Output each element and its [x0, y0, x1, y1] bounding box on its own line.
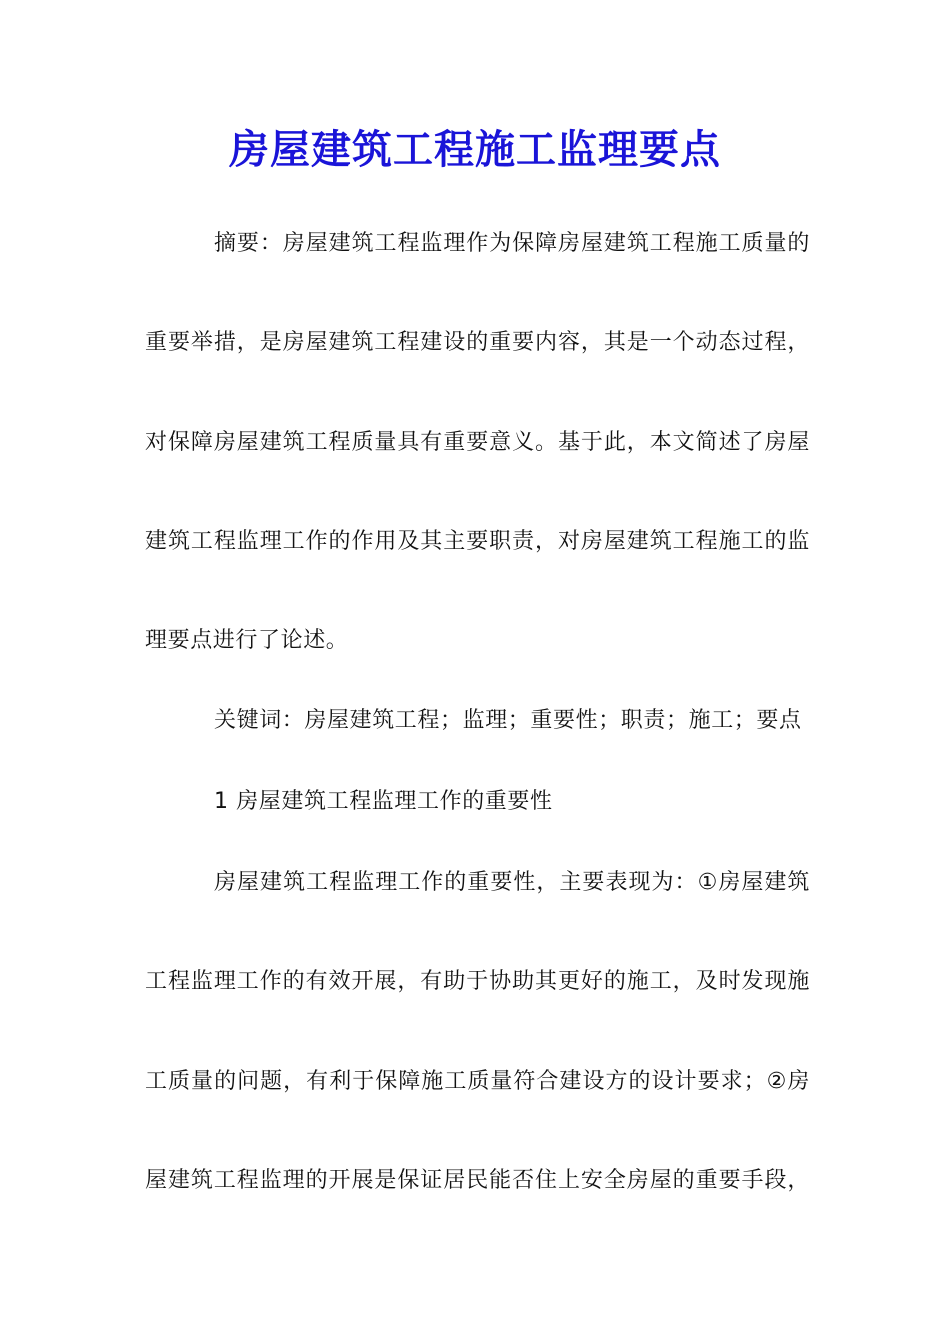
abstract-line-5: 理要点进行了论述。	[145, 628, 349, 653]
abstract-line-1: 摘要：房屋建筑工程监理作为保障房屋建筑工程施工质量的	[214, 231, 810, 256]
document-title: 房屋建筑工程施工监理要点	[229, 126, 721, 173]
keywords-line: 关键词：房屋建筑工程；监理；重要性；职责；施工；要点	[214, 708, 802, 733]
body-line-1: 房屋建筑工程监理工作的重要性，主要表现为：①房屋建筑	[214, 870, 810, 895]
body-line-2: 工程监理工作的有效开展，有助于协助其更好的施工，及时发现施	[145, 969, 810, 994]
body-line-3: 工质量的问题，有利于保障施工质量符合建设方的设计要求；②房	[145, 1069, 810, 1094]
abstract-line-4: 建筑工程监理工作的作用及其主要职责，对房屋建筑工程施工的监	[145, 529, 810, 554]
body-line-4: 屋建筑工程监理的开展是保证居民能否住上安全房屋的重要手段，	[145, 1168, 810, 1193]
section-heading: 1 房屋建筑工程监理工作的重要性	[214, 789, 553, 814]
abstract-line-3: 对保障房屋建筑工程质量具有重要意义。基于此，本文简述了房屋	[145, 430, 810, 455]
abstract-line-2: 重要举措，是房屋建筑工程建设的重要内容，其是一个动态过程，	[145, 330, 810, 355]
